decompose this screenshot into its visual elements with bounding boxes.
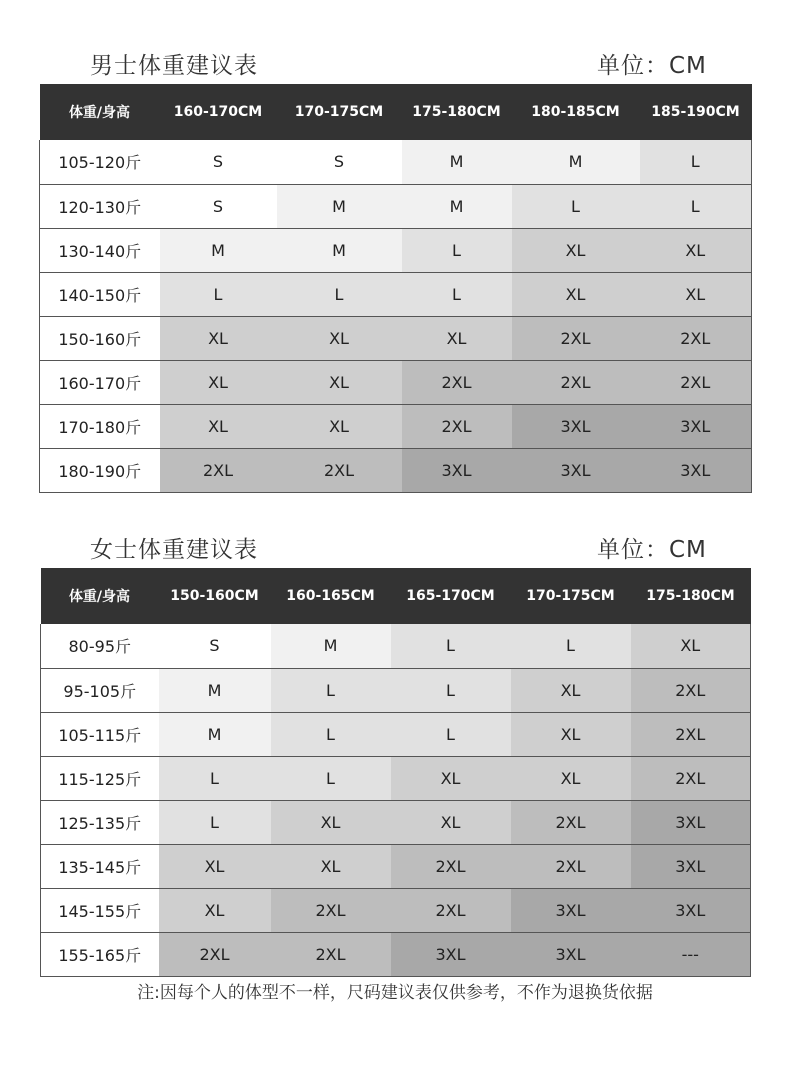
size-cell: XL [391,800,511,844]
size-cell: L [391,712,511,756]
size-cell: XL [160,316,277,360]
size-cell: XL [160,404,277,448]
table-row [41,712,751,756]
size-cell: XL [277,404,402,448]
size-cell: L [512,184,640,228]
table-row [40,228,752,272]
size-cell: M [512,140,640,184]
size-cell: M [402,140,512,184]
size-cell: XL [159,844,271,888]
size-cell: 2XL [511,800,631,844]
height-column-header: 175-180CM [631,568,751,624]
size-cell: 3XL [631,800,751,844]
size-cell: 3XL [640,448,752,492]
size-cell: 2XL [511,844,631,888]
size-cell: 3XL [402,448,512,492]
size-cell: L [402,228,512,272]
weight-row-label: 170-180斤 [40,404,160,448]
size-cell: 2XL [512,316,640,360]
size-cell: M [277,184,402,228]
size-cell: 3XL [511,932,631,976]
size-cell: XL [271,800,391,844]
size-cell: XL [511,668,631,712]
table-row [41,932,751,976]
table-row [41,756,751,800]
size-cell: --- [631,932,751,976]
size-cell: XL [391,756,511,800]
height-column-header: 150-160CM [159,568,271,624]
weight-row-label: 125-135斤 [41,800,159,844]
disclaimer-note: 注:因每个人的体型不一样，尺码建议表仅供参考，不作为退换货依据 [137,983,653,1003]
men-unit-label: 单位：CM [597,53,707,79]
table-row [41,800,751,844]
men-table-title: 男士体重建议表 [90,53,258,79]
size-cell: 2XL [640,360,752,404]
size-cell: XL [271,844,391,888]
size-cell: L [271,668,391,712]
height-column-header: 160-165CM [271,568,391,624]
size-cell: 3XL [512,404,640,448]
size-cell: S [160,140,277,184]
height-column-header: 165-170CM [391,568,511,624]
size-cell: 2XL [402,360,512,404]
table-row [41,668,751,712]
size-cell: XL [277,316,402,360]
table-row [41,624,751,668]
size-cell: 2XL [640,316,752,360]
size-cell: XL [511,756,631,800]
size-cell: 2XL [159,932,271,976]
size-cell: 2XL [631,712,751,756]
weight-row-label: 145-155斤 [41,888,159,932]
weight-row-label: 135-145斤 [41,844,159,888]
size-cell: XL [511,712,631,756]
women-table-title: 女士体重建议表 [90,537,258,563]
size-cell: S [277,140,402,184]
weight-row-label: 160-170斤 [40,360,160,404]
height-column-header: 160-170CM [160,84,277,140]
size-cell: S [159,624,271,668]
table-row [40,404,752,448]
size-cell: L [271,756,391,800]
size-cell: 2XL [631,668,751,712]
size-cell: M [402,184,512,228]
men-size-table [39,84,752,493]
size-cell: L [402,272,512,316]
size-cell: XL [640,272,752,316]
weight-row-label: 130-140斤 [40,228,160,272]
height-column-header: 185-190CM [640,84,752,140]
size-cell: M [271,624,391,668]
women-unit-label: 单位：CM [597,537,707,563]
size-cell: XL [160,360,277,404]
table-row [41,844,751,888]
size-cell: 2XL [277,448,402,492]
size-cell: XL [277,360,402,404]
size-cell: 2XL [512,360,640,404]
table-row [40,184,752,228]
size-cell: 2XL [271,888,391,932]
table-row [40,272,752,316]
size-cell: 2XL [160,448,277,492]
size-cell: 2XL [271,932,391,976]
weight-row-label: 120-130斤 [40,184,160,228]
size-cell: S [160,184,277,228]
weight-row-label: 115-125斤 [41,756,159,800]
table-row [40,140,752,184]
size-cell: L [159,800,271,844]
size-cell: 2XL [391,888,511,932]
size-cell: XL [631,624,751,668]
table-row [40,360,752,404]
size-cell: M [160,228,277,272]
corner-header: 体重/身高 [40,84,160,140]
size-cell: M [159,668,271,712]
corner-header: 体重/身高 [41,568,159,624]
table-row [40,448,752,492]
size-cell: L [160,272,277,316]
size-cell: XL [512,272,640,316]
height-column-header: 180-185CM [512,84,640,140]
weight-row-label: 180-190斤 [40,448,160,492]
size-cell: 3XL [631,888,751,932]
size-cell: 3XL [631,844,751,888]
height-column-header: 175-180CM [402,84,512,140]
size-cell: 3XL [511,888,631,932]
weight-row-label: 150-160斤 [40,316,160,360]
size-cell: 3XL [640,404,752,448]
size-cell: M [277,228,402,272]
size-cell: 2XL [391,844,511,888]
women-size-table [40,568,751,977]
size-cell: 3XL [512,448,640,492]
size-cell: L [640,140,752,184]
size-cell: 2XL [402,404,512,448]
size-cell: L [640,184,752,228]
height-column-header: 170-175CM [511,568,631,624]
weight-row-label: 80-95斤 [41,624,159,668]
size-cell: M [159,712,271,756]
height-column-header: 170-175CM [277,84,402,140]
size-cell: L [159,756,271,800]
weight-row-label: 95-105斤 [41,668,159,712]
table-row [41,888,751,932]
size-cell: L [391,624,511,668]
table-row [40,316,752,360]
size-cell: L [271,712,391,756]
size-cell: 2XL [631,756,751,800]
weight-row-label: 105-115斤 [41,712,159,756]
size-cell: 3XL [391,932,511,976]
size-cell: XL [402,316,512,360]
weight-row-label: 140-150斤 [40,272,160,316]
size-cell: L [391,668,511,712]
size-cell: XL [640,228,752,272]
weight-row-label: 155-165斤 [41,932,159,976]
size-cell: XL [512,228,640,272]
size-cell: XL [159,888,271,932]
weight-row-label: 105-120斤 [40,140,160,184]
size-cell: L [277,272,402,316]
size-cell: L [511,624,631,668]
